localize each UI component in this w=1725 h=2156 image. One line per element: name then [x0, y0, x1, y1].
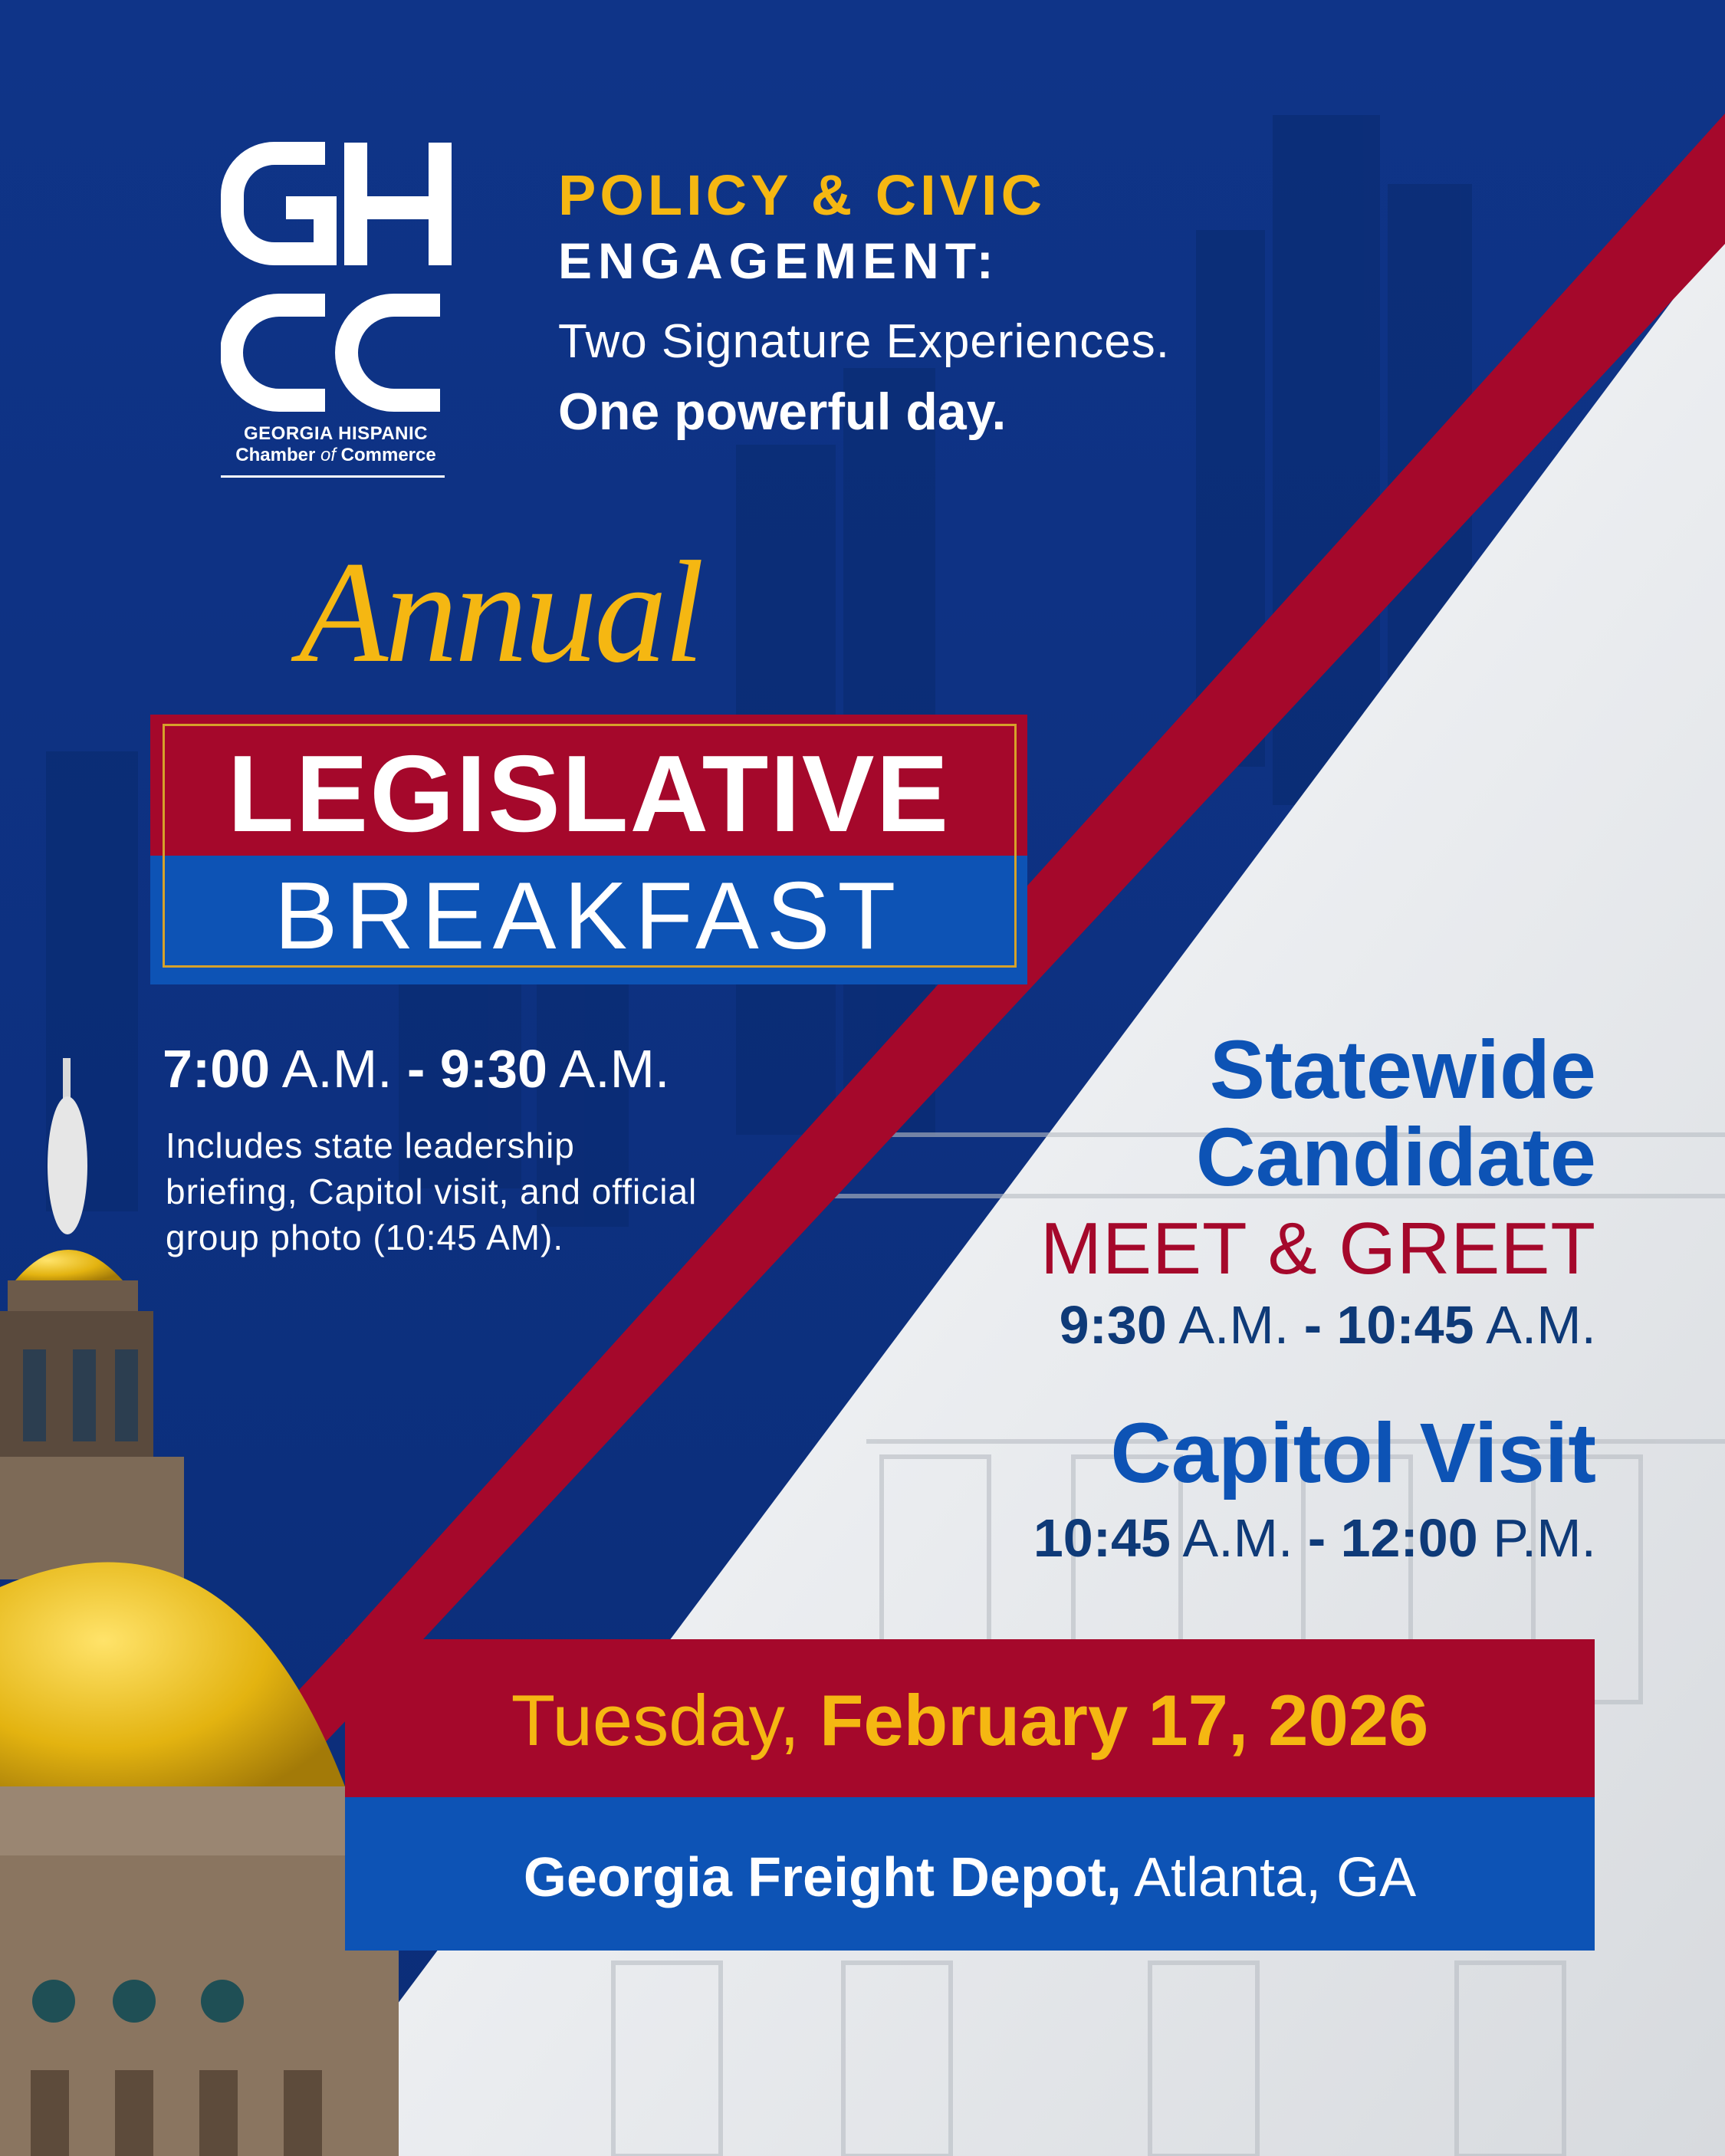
header-tagline: Two Signature Experiences. [558, 315, 1170, 368]
capitol-visit-time [1033, 1507, 1596, 1569]
header-tagline-bold: One powerful day. [558, 383, 1007, 441]
logo-underline [221, 475, 445, 478]
header-engagement: ENGAGEMENT: [558, 232, 1000, 289]
statewide-heading: Statewide [1209, 1023, 1596, 1116]
logo-subtitle [221, 445, 451, 466]
capitol-visit-heading: Capitol Visit [1110, 1406, 1596, 1500]
breakfast-end-time: 9:30 [439, 1039, 547, 1099]
candidate-heading: Candidate [1195, 1110, 1596, 1203]
mg-end-time: 10:45 [1336, 1295, 1474, 1355]
cv-start-time: 10:45 [1033, 1508, 1171, 1568]
mg-time-separator: - [1289, 1295, 1337, 1355]
annual-script: Annual [299, 532, 702, 693]
mg-start-time: 9:30 [1059, 1295, 1167, 1355]
breakfast-time [163, 1038, 669, 1099]
venue-name: Georgia Freight Depot, [523, 1847, 1122, 1908]
legislative-title: LEGISLATIVE [227, 733, 951, 855]
breakfast-start-period: A.M. [270, 1039, 393, 1099]
mg-end-period: A.M. [1474, 1295, 1596, 1355]
meet-greet-time [1060, 1294, 1596, 1356]
cv-start-period: A.M. [1170, 1508, 1293, 1568]
cv-end-time: 12:00 [1340, 1508, 1478, 1568]
logo-wordmark [221, 423, 451, 466]
logo-sub-of: of [320, 445, 336, 465]
breakfast-description: Includes state leadership briefing, Capitol visit, and official group photo (10:45 AM). [166, 1126, 698, 1257]
event-date [345, 1679, 1595, 1762]
mg-start-period: A.M. [1166, 1295, 1290, 1355]
meet-greet-heading: MEET & GREET [1040, 1208, 1596, 1290]
cv-end-period: P.M. [1477, 1508, 1596, 1568]
event-venue [345, 1846, 1595, 1909]
logo-org-name: GEORGIA HISPANIC [243, 423, 429, 444]
cv-time-separator: - [1293, 1508, 1341, 1568]
header-policy-civic: POLICY & CIVIC [558, 163, 1046, 227]
breakfast-end-period: A.M. [547, 1039, 670, 1099]
logo-sub-commerce: Commerce [335, 445, 436, 465]
event-date-value: February 17, 2026 [820, 1680, 1429, 1760]
event-day: Tuesday, [511, 1680, 820, 1760]
breakfast-start-time: 7:00 [163, 1039, 271, 1099]
breakfast-title: BREAKFAST [274, 863, 904, 969]
logo-sub-chamber: Chamber [235, 445, 320, 465]
breakfast-time-separator: - [392, 1039, 440, 1099]
venue-city: Atlanta, GA [1121, 1847, 1417, 1908]
